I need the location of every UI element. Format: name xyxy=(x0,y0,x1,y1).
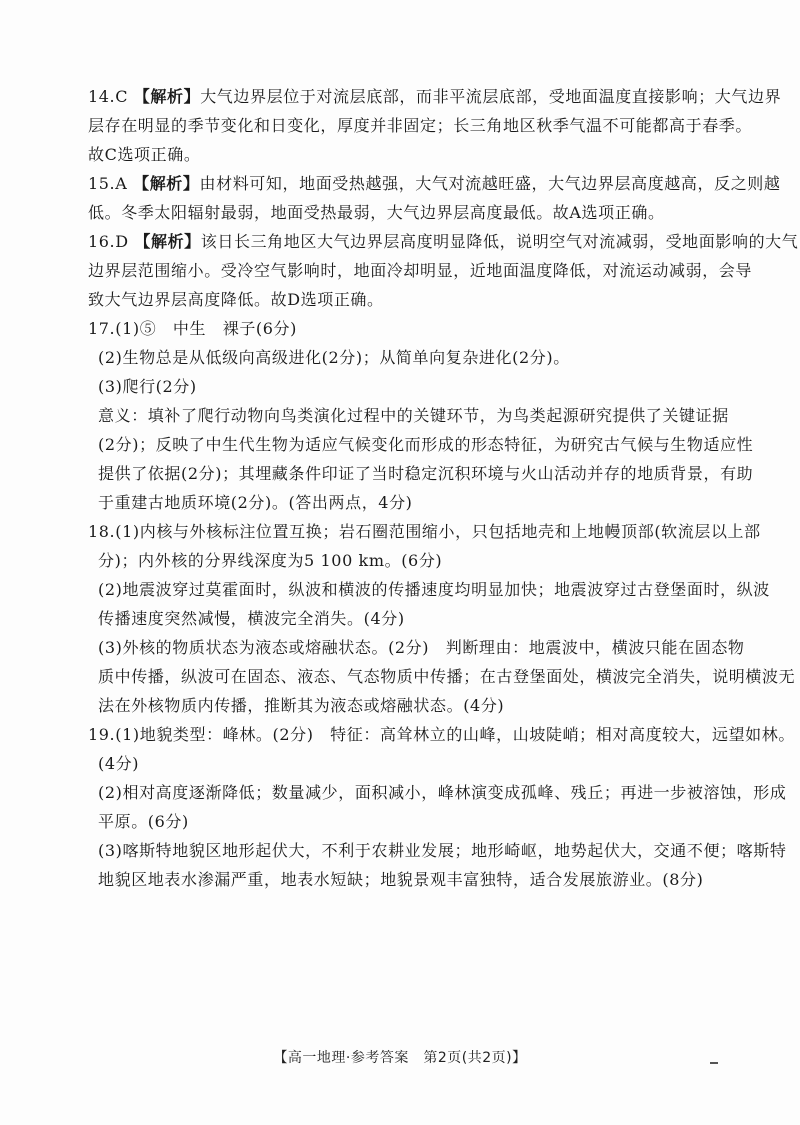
q18-line-6: 质中传播，纵波可在固态、液态、气态物质中传播；在古登堡面处，横波完全消失，说明横波无 xyxy=(98,667,796,686)
q19-line-1 xyxy=(88,720,795,749)
q18-part-1: (1)内核与外核标注位置互换；岩石圈范围缩小，只包括地壳和上地幔顶部(软流层以上部 xyxy=(115,522,761,541)
q18-line-2: 分)；内外核的分界线深度为5 100 km。(6分) xyxy=(98,551,443,570)
q16-text: 该日长三角地区大气边界层高度明显降低，说明空气对流减弱，受地面影响的大气 xyxy=(200,232,799,251)
q19-line-3: (2)相对高度逐渐降低；数量减少，面积减小，峰林演变成孤峰、残丘；再进一步被溶蚀，形成 xyxy=(98,783,787,802)
q17-part-1: (1)⑤ 中生 裸子(6分) xyxy=(115,319,297,338)
q18-line-4: 传播速度突然减慢，横波完全消失。(4分) xyxy=(98,609,405,628)
q16-number: 16.D xyxy=(88,232,129,251)
q14-line-3: 故C选项正确。 xyxy=(88,145,201,164)
q14-line-2: 层存在明显的季节变化和日变化，厚度并非固定；长三角地区秋季气温不可能都高于春季。 xyxy=(88,116,753,135)
q15-analysis-tag: 【解析】 xyxy=(133,174,200,193)
q14-number: 14.C xyxy=(88,87,129,106)
q17-line-3: (3)爬行(2分) xyxy=(98,377,197,396)
q17-line-7: 于重建古地质环境(2分)。(答出两点，4分) xyxy=(98,493,413,512)
q19-line-6: 地貌区地表水渗漏严重，地表水短缺；地貌景观丰富独特，适合发展旅游业。(8分) xyxy=(98,870,704,889)
q19-part-1: (1)地貌类型：峰林。(2分) 特征：高耸林立的山峰，山坡陡峭；相对高度较大，远望如林。 xyxy=(115,725,795,744)
q14-text: 大气边界层位于对流层底部，而非平流层底部，受地面温度直接影响；大气边界 xyxy=(200,87,782,106)
answer-key-body xyxy=(88,82,799,894)
q18-line-3: (2)地震波穿过莫霍面时，纵波和横波的传播速度均明显加快；地震波穿过古登堡面时，纵波 xyxy=(98,580,770,599)
q19-line-5: (3)喀斯特地貌区地形起伏大，不利于农耕业发展；地形崎岖，地势起伏大，交通不便；喀斯特 xyxy=(98,841,787,860)
q15-line-2: 低。冬季太阳辐射最弱，地面受热最弱，大气边界层高度最低。故A选项正确。 xyxy=(88,203,665,222)
q16-line-2: 边界层范围缩小。受冷空气影响时，地面冷却明显，近地面温度降低，对流运动减弱，会导 xyxy=(88,261,753,280)
q19-line-2: (4分) xyxy=(98,754,140,773)
q18-line-1 xyxy=(88,517,761,546)
q19-line-4: 平原。(6分) xyxy=(98,812,189,831)
q18-line-7: 法在外核物质内传播，推断其为液态或熔融状态。(4分) xyxy=(98,696,505,715)
q18-line-5: (3)外核的物质状态为液态或熔融状态。(2分) 判断理由：地震波中，横波只能在固态物 xyxy=(98,638,745,657)
q18-number: 18. xyxy=(88,522,116,541)
q17-number: 17. xyxy=(88,319,116,338)
q15-number: 15.A xyxy=(88,174,128,193)
q16-analysis-tag: 【解析】 xyxy=(134,232,201,251)
q17-line-5: (2分)；反映了中生代生物为适应气候变化而形成的形态特征，为研究古气候与生物适应性 xyxy=(98,435,754,454)
q19-number: 19. xyxy=(88,725,116,744)
q15-line-1 xyxy=(88,169,781,198)
q17-line-4: 意义：填补了爬行动物向鸟类演化过程中的关键环节，为鸟类起源研究提供了关键证据 xyxy=(98,406,729,425)
q17-line-6: 提供了依据(2分)；其埋藏条件印证了当时稳定沉积环境与火山活动并存的地质背景，有助 xyxy=(98,464,754,483)
q15-text: 由材料可知，地面受热越强，大气对流越旺盛，大气边界层高度越高，反之则越 xyxy=(199,174,781,193)
q14-analysis-tag: 【解析】 xyxy=(133,87,201,106)
q17-line-1 xyxy=(88,314,743,343)
q16-line-3: 致大气边界层高度降低。故D选项正确。 xyxy=(88,290,384,309)
q16-line-1 xyxy=(88,227,799,256)
q17-line-2: (2)生物总是从低级向高级进化(2分)；从简单向复杂进化(2分)。 xyxy=(98,348,570,367)
page-footer: 【高一地理·参考答案 第2页(共2页)】 xyxy=(273,1050,527,1066)
corner-mark xyxy=(710,1062,718,1064)
q14-line-1 xyxy=(88,82,782,111)
